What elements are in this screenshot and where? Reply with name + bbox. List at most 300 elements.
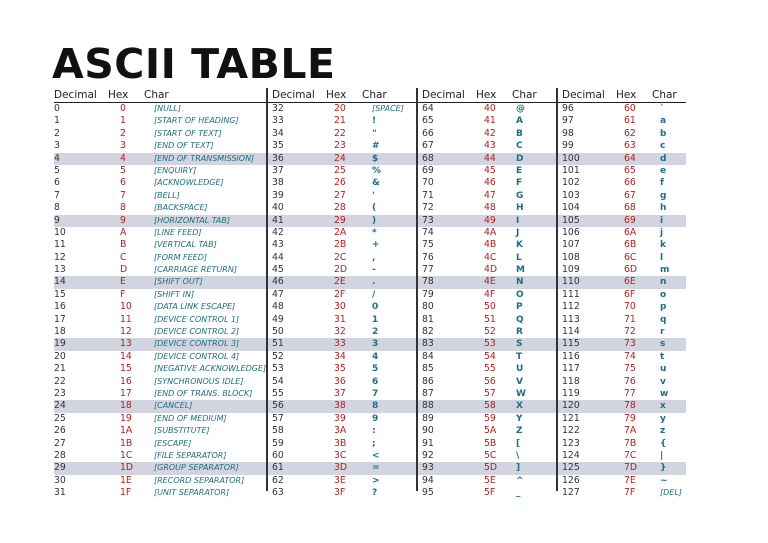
char-cell: [START OF HEADING] — [154, 116, 239, 126]
hex-cell: 49 — [484, 214, 496, 226]
char-cell: " — [372, 128, 377, 139]
char-cell: [BACKSPACE] — [154, 203, 208, 213]
char-cell: o — [660, 289, 667, 300]
decimal-cell: 86 — [422, 375, 434, 387]
char-cell: R — [516, 327, 523, 338]
hex-cell: 57 — [484, 387, 496, 399]
decimal-cell: 117 — [562, 363, 580, 375]
char-cell: z — [660, 426, 666, 437]
char-cell: b — [660, 128, 667, 139]
hex-cell: 2F — [334, 288, 346, 300]
char-cell: ' — [372, 190, 375, 201]
char-cell: J — [516, 227, 520, 238]
hex-cell: 73 — [624, 338, 636, 350]
decimal-cell: 33 — [272, 115, 284, 127]
char-cell: [CANCEL] — [154, 401, 193, 411]
decimal-cell: 72 — [422, 202, 434, 214]
char-cell: [SHIFT IN] — [154, 289, 195, 299]
char-cell: L — [516, 252, 522, 263]
char-cell: , — [372, 252, 376, 263]
char-cell: f — [660, 178, 664, 189]
hex-cell: 1F — [120, 487, 132, 499]
decimal-cell: 116 — [562, 350, 580, 362]
hex-cell: 45 — [484, 164, 496, 176]
table-row — [54, 140, 686, 152]
decimal-cell: 77 — [422, 264, 434, 276]
decimal-cell: 32 — [272, 103, 284, 114]
header-char: Char — [144, 89, 169, 101]
char-cell: I — [516, 215, 520, 226]
char-cell: Z — [516, 426, 523, 437]
decimal-cell: 112 — [562, 301, 580, 313]
hex-cell: 70 — [624, 301, 636, 313]
char-cell: N — [516, 277, 524, 288]
decimal-cell: 110 — [562, 276, 580, 288]
decimal-cell: 2 — [54, 127, 60, 139]
hex-cell: 71 — [624, 313, 636, 325]
char-cell: U — [516, 364, 524, 375]
char-cell: i — [660, 215, 664, 226]
char-cell: ) — [372, 215, 377, 226]
table-row — [54, 462, 686, 474]
decimal-cell: 105 — [562, 214, 580, 226]
table-row — [54, 128, 686, 140]
char-cell: e — [660, 165, 667, 176]
hex-cell: 4F — [484, 288, 496, 300]
decimal-cell: 11 — [54, 239, 66, 251]
decimal-cell: 8 — [54, 202, 60, 214]
decimal-cell: 18 — [54, 326, 66, 338]
hex-cell: 0 — [120, 103, 126, 114]
char-cell: # — [372, 141, 380, 152]
hex-cell: E — [120, 276, 126, 288]
hex-cell: 3 — [120, 140, 126, 152]
decimal-cell: 85 — [422, 363, 434, 375]
decimal-cell: 15 — [54, 288, 66, 300]
char-cell: k — [660, 240, 666, 251]
char-cell: } — [660, 463, 667, 474]
hex-cell: 15 — [120, 363, 132, 375]
char-cell: 0 — [372, 302, 379, 313]
decimal-cell: 88 — [422, 400, 434, 412]
table-row — [54, 400, 686, 412]
decimal-cell: 58 — [272, 425, 284, 437]
column-divider — [416, 88, 418, 491]
decimal-cell: 84 — [422, 350, 434, 362]
decimal-cell: 78 — [422, 276, 434, 288]
hex-cell: 42 — [484, 127, 496, 139]
hex-cell: 25 — [334, 164, 346, 176]
table-body — [54, 103, 686, 500]
char-cell: ( — [372, 203, 377, 214]
table-row — [54, 425, 686, 437]
char-cell: & — [372, 178, 380, 189]
char-cell: r — [660, 327, 665, 338]
hex-cell: 7F — [624, 487, 636, 499]
char-cell: w — [660, 388, 669, 399]
hex-cell: 7E — [624, 474, 636, 486]
decimal-cell: 123 — [562, 437, 580, 449]
char-cell: D — [516, 153, 524, 164]
decimal-cell: 120 — [562, 400, 580, 412]
header-hex: Hex — [326, 89, 347, 101]
hex-cell: 16 — [120, 375, 132, 387]
ascii-table — [54, 89, 686, 500]
char-cell: < — [372, 450, 380, 461]
decimal-cell: 56 — [272, 400, 284, 412]
hex-cell: 58 — [484, 400, 496, 412]
decimal-cell: 21 — [54, 363, 66, 375]
char-cell: p — [660, 302, 667, 313]
decimal-cell: 43 — [272, 239, 284, 251]
char-cell: t — [660, 351, 665, 362]
decimal-cell: 81 — [422, 313, 434, 325]
page-title: ASCII TABLE — [52, 40, 336, 88]
header-char: Char — [512, 89, 537, 101]
char-cell: [END OF TEXT] — [154, 141, 214, 151]
char-cell: d — [660, 153, 667, 164]
hex-cell: 35 — [334, 363, 346, 375]
column-divider — [556, 88, 558, 491]
char-cell: [ACKNOWLEDGE] — [154, 178, 224, 188]
hex-cell: 7B — [624, 437, 637, 449]
hex-cell: 21 — [334, 115, 346, 127]
decimal-cell: 93 — [422, 462, 434, 474]
hex-cell: 36 — [334, 375, 346, 387]
char-cell: [NULL] — [154, 104, 181, 113]
hex-cell: 78 — [624, 400, 636, 412]
decimal-cell: 46 — [272, 276, 284, 288]
char-cell: 7 — [372, 388, 379, 399]
decimal-cell: 9 — [54, 214, 60, 226]
char-cell: [END OF TRANSMISSION] — [154, 153, 255, 163]
char-cell: [DEVICE CONTROL 4] — [154, 351, 240, 361]
hex-cell: 5C — [484, 449, 497, 461]
header-char: Char — [362, 89, 387, 101]
char-cell: y — [660, 413, 666, 424]
hex-cell: 4A — [484, 226, 497, 238]
char-cell: x — [660, 401, 666, 412]
decimal-cell: 60 — [272, 449, 284, 461]
char-cell: [BELL] — [154, 190, 180, 200]
hex-cell: 5A — [484, 425, 497, 437]
hex-cell: 4E — [484, 276, 496, 288]
decimal-cell: 70 — [422, 177, 434, 189]
hex-cell: 37 — [334, 387, 346, 399]
decimal-cell: 59 — [272, 437, 284, 449]
decimal-cell: 67 — [422, 140, 434, 152]
decimal-cell: 29 — [54, 462, 66, 474]
hex-cell: 6E — [624, 276, 636, 288]
decimal-cell: 100 — [562, 152, 580, 164]
hex-cell: 69 — [624, 214, 636, 226]
decimal-cell: 47 — [272, 288, 284, 300]
char-cell: q — [660, 314, 667, 325]
hex-cell: 4 — [120, 152, 126, 164]
hex-cell: 28 — [334, 202, 346, 214]
table-row — [54, 376, 686, 388]
char-cell: s — [660, 339, 666, 350]
char-cell: [HORIZONTAL TAB] — [154, 215, 230, 225]
header-char: Char — [652, 89, 677, 101]
decimal-cell: 6 — [54, 177, 60, 189]
hex-cell: 7 — [120, 189, 126, 201]
hex-cell: 46 — [484, 177, 496, 189]
hex-cell: 1D — [120, 462, 134, 474]
decimal-cell: 62 — [272, 474, 284, 486]
table-row — [54, 289, 686, 301]
char-cell: C — [516, 141, 523, 152]
decimal-cell: 20 — [54, 350, 66, 362]
char-cell: \ — [516, 450, 520, 461]
hex-cell: 64 — [624, 152, 636, 164]
decimal-cell: 76 — [422, 251, 434, 263]
char-cell: = — [372, 463, 380, 474]
char-cell: a — [660, 116, 667, 127]
decimal-cell: 3 — [54, 140, 60, 152]
char-cell: [DATA LINK ESCAPE] — [154, 302, 236, 312]
char-cell: T — [516, 351, 523, 362]
char-cell: ] — [516, 463, 521, 474]
hex-cell: 5 — [120, 164, 126, 176]
hex-cell: 6 — [120, 177, 126, 189]
char-cell: M — [516, 265, 525, 276]
hex-cell: 5B — [484, 437, 497, 449]
decimal-cell: 95 — [422, 487, 434, 499]
decimal-cell: 37 — [272, 164, 284, 176]
hex-cell: 6C — [624, 251, 637, 263]
decimal-cell: 12 — [54, 251, 66, 263]
hex-cell: 53 — [484, 338, 496, 350]
decimal-cell: 49 — [272, 313, 284, 325]
decimal-cell: 87 — [422, 387, 434, 399]
decimal-cell: 35 — [272, 140, 284, 152]
hex-cell: 33 — [334, 338, 346, 350]
decimal-cell: 113 — [562, 313, 580, 325]
char-cell: [DEL] — [660, 488, 682, 498]
char-cell: / — [372, 289, 376, 300]
table-row — [54, 351, 686, 363]
column-divider — [266, 88, 268, 491]
hex-cell: 3C — [334, 449, 347, 461]
decimal-cell: 73 — [422, 214, 434, 226]
decimal-cell: 26 — [54, 425, 66, 437]
hex-cell: 72 — [624, 326, 636, 338]
hex-cell: 13 — [120, 338, 132, 350]
char-cell: % — [372, 165, 382, 176]
decimal-cell: 24 — [54, 400, 66, 412]
decimal-cell: 51 — [272, 338, 284, 350]
decimal-cell: 54 — [272, 375, 284, 387]
hex-cell: 44 — [484, 152, 496, 164]
char-cell: Q — [516, 314, 524, 325]
hex-cell: 74 — [624, 350, 636, 362]
table-row — [54, 115, 686, 127]
char-cell: B — [516, 128, 523, 139]
char-cell: H — [516, 203, 524, 214]
decimal-cell: 107 — [562, 239, 580, 251]
char-cell: S — [516, 339, 523, 350]
hex-cell: 3E — [334, 474, 346, 486]
hex-cell: 11 — [120, 313, 132, 325]
hex-cell: 17 — [120, 387, 132, 399]
char-cell: [DEVICE CONTROL 2] — [154, 327, 240, 337]
char-cell: ; — [372, 438, 376, 449]
decimal-cell: 30 — [54, 474, 66, 486]
char-cell: > — [372, 475, 380, 486]
table-row — [54, 227, 686, 239]
hex-cell: 1B — [120, 437, 133, 449]
decimal-cell: 52 — [272, 350, 284, 362]
table-row — [54, 276, 686, 288]
table-row — [54, 103, 686, 115]
decimal-cell: 63 — [272, 487, 284, 499]
char-cell: ^ — [516, 475, 524, 486]
hex-cell: 2C — [334, 251, 347, 263]
decimal-cell: 89 — [422, 412, 434, 424]
hex-cell: 68 — [624, 202, 636, 214]
hex-cell: 6B — [624, 239, 637, 251]
hex-cell: 2 — [120, 127, 126, 139]
decimal-cell: 41 — [272, 214, 284, 226]
decimal-cell: 92 — [422, 449, 434, 461]
decimal-cell: 71 — [422, 189, 434, 201]
char-cell: [END OF MEDIUM] — [154, 413, 227, 423]
table-row — [54, 450, 686, 462]
decimal-cell: 121 — [562, 412, 580, 424]
decimal-cell: 7 — [54, 189, 60, 201]
decimal-cell: 103 — [562, 189, 580, 201]
decimal-cell: 53 — [272, 363, 284, 375]
char-cell: [FORM FEED] — [154, 252, 208, 262]
decimal-cell: 16 — [54, 301, 66, 313]
decimal-cell: 115 — [562, 338, 580, 350]
header-hex: Hex — [476, 89, 497, 101]
decimal-cell: 45 — [272, 264, 284, 276]
char-cell: : — [372, 426, 376, 437]
decimal-cell: 122 — [562, 425, 580, 437]
decimal-cell: 39 — [272, 189, 284, 201]
hex-cell: 3A — [334, 425, 347, 437]
hex-cell: 14 — [120, 350, 132, 362]
decimal-cell: 79 — [422, 288, 434, 300]
hex-cell: 1 — [120, 115, 126, 127]
hex-cell: 6A — [624, 226, 637, 238]
char-cell: 8 — [372, 401, 379, 412]
hex-cell: 31 — [334, 313, 346, 325]
hex-cell: 56 — [484, 375, 496, 387]
table-row — [54, 363, 686, 375]
hex-cell: 3D — [334, 462, 348, 474]
table-row — [54, 413, 686, 425]
decimal-cell: 102 — [562, 177, 580, 189]
hex-cell: 19 — [120, 412, 132, 424]
char-cell: [VERTICAL TAB] — [154, 240, 217, 250]
header-decimal: Decimal — [54, 89, 97, 101]
char-cell: [ESCAPE] — [154, 438, 192, 448]
hex-cell: 32 — [334, 326, 346, 338]
hex-cell: 2D — [334, 264, 348, 276]
table-row — [54, 177, 686, 189]
hex-cell: 60 — [624, 103, 636, 114]
hex-cell: 5E — [484, 474, 496, 486]
decimal-cell: 98 — [562, 127, 574, 139]
char-cell: A — [516, 116, 523, 127]
char-cell: [ — [516, 438, 521, 449]
hex-cell: 7D — [624, 462, 638, 474]
char-cell: $ — [372, 153, 379, 164]
header-hex: Hex — [108, 89, 129, 101]
decimal-cell: 108 — [562, 251, 580, 263]
hex-cell: 4C — [484, 251, 497, 263]
hex-cell: 4B — [484, 239, 497, 251]
table-row — [54, 338, 686, 350]
hex-cell: 47 — [484, 189, 496, 201]
decimal-cell: 126 — [562, 474, 580, 486]
hex-cell: 66 — [624, 177, 636, 189]
hex-cell: 40 — [484, 103, 496, 114]
decimal-cell: 31 — [54, 487, 66, 499]
hex-cell: 1A — [120, 425, 133, 437]
hex-cell: 41 — [484, 115, 496, 127]
hex-cell: 6F — [624, 288, 636, 300]
hex-cell: 51 — [484, 313, 496, 325]
hex-cell: 5D — [484, 462, 498, 474]
hex-cell: 52 — [484, 326, 496, 338]
char-cell: [ENQUIRY] — [154, 165, 197, 175]
char-cell: [SPACE] — [372, 104, 404, 113]
decimal-cell: 61 — [272, 462, 284, 474]
table-row — [54, 314, 686, 326]
char-cell: X — [516, 401, 523, 412]
decimal-cell: 97 — [562, 115, 574, 127]
hex-cell: 12 — [120, 326, 132, 338]
char-cell: 3 — [372, 339, 379, 350]
table-row — [54, 190, 686, 202]
decimal-cell: 28 — [54, 449, 66, 461]
char-cell: 9 — [372, 413, 379, 424]
hex-cell: C — [120, 251, 127, 263]
hex-cell: 27 — [334, 189, 346, 201]
char-cell: [CARRIAGE RETURN] — [154, 265, 237, 275]
char-cell: c — [660, 141, 666, 152]
hex-cell: 67 — [624, 189, 636, 201]
table-row — [54, 301, 686, 313]
hex-cell: 3F — [334, 487, 346, 499]
char-cell: O — [516, 289, 524, 300]
char-cell: { — [660, 438, 667, 449]
hex-cell: 1E — [120, 474, 132, 486]
table-row — [54, 388, 686, 400]
table-row — [54, 487, 686, 499]
decimal-cell: 119 — [562, 387, 580, 399]
table-row — [54, 239, 686, 251]
hex-cell: 29 — [334, 214, 346, 226]
char-cell: u — [660, 364, 667, 375]
decimal-cell: 25 — [54, 412, 66, 424]
decimal-cell: 75 — [422, 239, 434, 251]
decimal-cell: 94 — [422, 474, 434, 486]
hex-cell: 23 — [334, 140, 346, 152]
char-cell: j — [660, 227, 664, 238]
table-row — [54, 438, 686, 450]
decimal-cell: 106 — [562, 226, 580, 238]
char-cell: [GROUP SEPARATOR] — [154, 463, 239, 473]
char-cell: [FILE SEPARATOR] — [154, 450, 227, 460]
char-cell: P — [516, 302, 523, 313]
decimal-cell: 27 — [54, 437, 66, 449]
char-cell: v — [660, 376, 666, 387]
